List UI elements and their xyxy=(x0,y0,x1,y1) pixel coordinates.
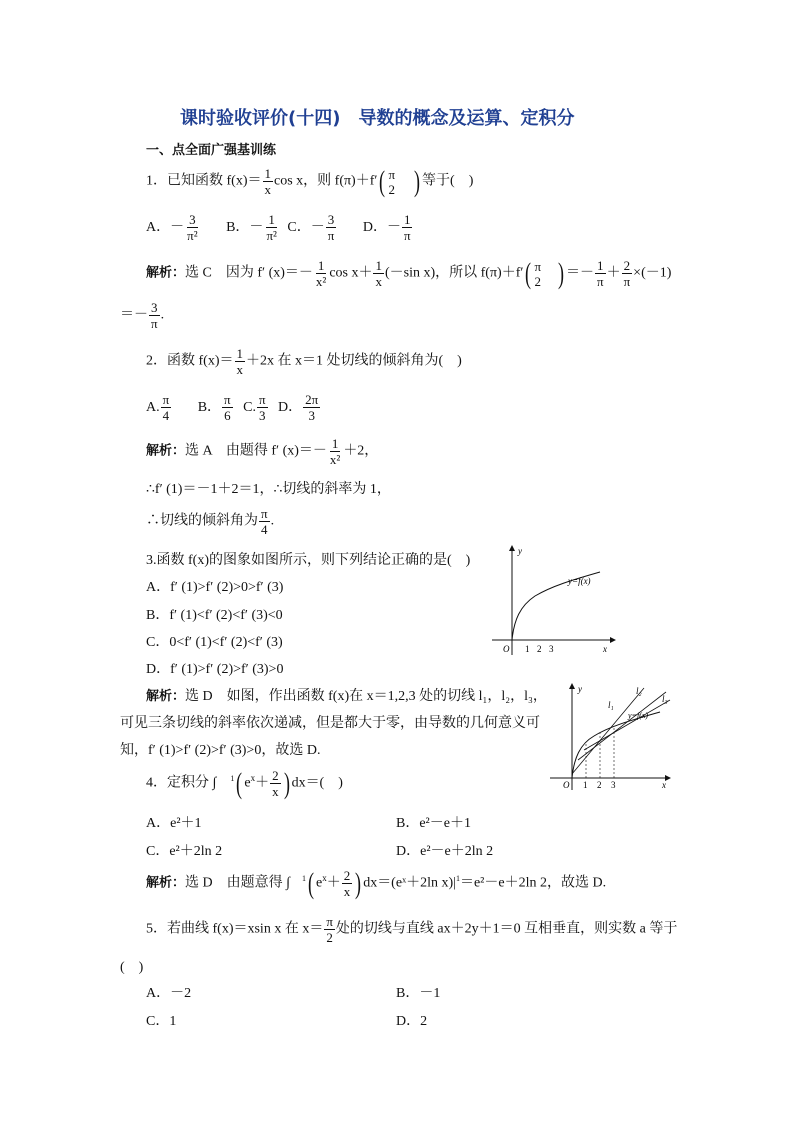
question-1-stem: 1．已知函数 f(x)＝ $\frac{1}{x}$ cos x，则 f(π)＋f′( π 2 ) 等于( ) xyxy=(146,164,474,198)
option-c[interactable]: C．－ $\frac{3}{\pi}$ xyxy=(287,212,335,243)
option-b[interactable]: B． $\frac{\pi}{6}$ xyxy=(197,392,231,423)
x-label: x xyxy=(603,644,607,654)
option-d[interactable]: D．－ $\frac{1}{\pi}$ xyxy=(362,212,411,243)
question-1-solution-line2: ＝－ $\frac{3}{\pi}$ . xyxy=(120,300,165,331)
question-5-stem: 5．若曲线 f(x)＝xsin x 在 x＝ $\frac{\pi}{2}$ 处的切线与直线 ax＋2y＋1＝0 互相垂直，则实数 a 等于 xyxy=(146,914,678,945)
tangent-graph xyxy=(548,680,678,792)
question-3-stem: 3.函数 f(x)的图象如图所示，则下列结论正确的是( ) xyxy=(146,553,471,568)
y-label: y xyxy=(518,546,522,556)
y-label: y xyxy=(578,684,582,694)
origin-label: O xyxy=(503,644,510,654)
option-a[interactable]: A．－ $\frac{3}{\text{π²}}$ xyxy=(146,212,198,243)
option-c[interactable]: C．0<f′ (1)<f′ (2)<f′ (3) xyxy=(146,635,283,650)
origin-label: O xyxy=(563,780,570,790)
tick-label: 1 xyxy=(583,780,588,790)
option-b[interactable]: B．－ $\frac{1}{\text{π²}}$ xyxy=(226,212,277,243)
question-2-solution-line2: ∴f′ (1)＝－1＋2＝1，∴切线的斜率为 1， xyxy=(146,482,391,497)
option-c[interactable]: C．e²＋2ln 2 xyxy=(146,844,223,859)
section-heading: 一、点全面广强基训练 xyxy=(146,143,277,158)
tangent-l3 xyxy=(584,700,670,750)
function-graph xyxy=(490,540,620,660)
l2-label: l₂ xyxy=(636,686,642,696)
tick-label: 1 xyxy=(525,644,530,654)
question-2-stem: 2．函数 f(x)＝ $\frac{1}{x}$ ＋2x 在 x＝1 处切线的倾斜角为( ) xyxy=(146,346,462,377)
option-a[interactable]: A．f′ (1)>f′ (2)>0>f′ (3) xyxy=(146,580,284,595)
option-b[interactable]: B．e²－e＋1 xyxy=(396,816,471,831)
question-3-solution-line3: 知，f′ (1)>f′ (2)>f′ (3)>0，故选 D. xyxy=(120,743,321,758)
question-2-solution-line3: ∴切线的倾斜角为 $\frac{\pi}{4}$ . xyxy=(146,506,275,537)
tick-label: 3 xyxy=(549,644,554,654)
curve-label: y=f(x) xyxy=(628,711,649,720)
tick-label: 3 xyxy=(611,780,616,790)
option-a[interactable]: A．e²＋1 xyxy=(146,816,202,831)
l1-label: l₁ xyxy=(608,700,614,710)
option-c[interactable]: C. $\frac{\pi}{3}$ xyxy=(243,392,266,423)
question-4-stem: 4．定积分 ∫ $^1$( $e^x+$ $\frac{2}{x}$ ) dx＝( ) xyxy=(146,766,343,800)
x-label: x xyxy=(662,780,666,790)
option-b[interactable]: B．－1 xyxy=(396,986,441,1001)
option-d[interactable]: D．2 xyxy=(396,1014,428,1029)
page-title: 课时验收评价(十四) 导数的概念及运算、定积分 xyxy=(180,108,575,129)
option-d[interactable]: D． $\frac{2\pi}{3}$ xyxy=(278,392,319,423)
question-3-solution-line2: 可见三条切线的斜率依次递减，但是都大于零，由导数的几何意义可 xyxy=(120,716,540,731)
question-2-options xyxy=(146,392,321,423)
question-3-solution: 解析：选 D 如图，作出函数 f(x)在 x＝1,2,3 处的切线 l₁，l₂，l₃， xyxy=(146,689,547,704)
question-1-solution: 解析：选 C 因为 f′ (x)＝－ $\frac{1}{\text{x²}}$ cos x＋ $\frac{1}{x}$ (－sin x)，所以 f(π)＋f′( π 2 ) ＝－ $\frac{1}{\pi}$ ＋ $\frac{2}{\pi}$ ×(－1) xyxy=(146,256,672,290)
option-a[interactable]: A. $\frac{\pi}{4}$ xyxy=(146,392,170,423)
l3-label: l₃ xyxy=(662,694,668,704)
option-b[interactable]: B．f′ (1)<f′ (2)<f′ (3)<0 xyxy=(146,608,283,623)
option-d[interactable]: D．e²－e＋2ln 2 xyxy=(396,844,494,859)
question-5-stem-line2: ( ) xyxy=(120,960,144,975)
curve-label: y=f(x) xyxy=(568,576,591,586)
option-d[interactable]: D．f′ (1)>f′ (2)>f′ (3)>0 xyxy=(146,662,284,677)
option-a[interactable]: A．－2 xyxy=(146,986,192,1001)
question-1-options xyxy=(146,212,414,243)
tick-label: 2 xyxy=(537,644,542,654)
question-4-solution: 解析：选 D 由题意得 ∫ $^1$( $e^x+$ $\frac{2}{x}$ ) dx＝(eˣ＋2ln $x)|^1=e^2-e+2\ln$ 2，故选 D. xyxy=(146,866,607,900)
question-2-solution: 解析：选 A 由题得 f′ (x)＝－ $\frac{1}{\text{x²}}$ ＋2， xyxy=(146,436,379,467)
tangent-l2 xyxy=(578,692,666,760)
option-c[interactable]: C．1 xyxy=(146,1014,177,1029)
tick-label: 2 xyxy=(597,780,602,790)
